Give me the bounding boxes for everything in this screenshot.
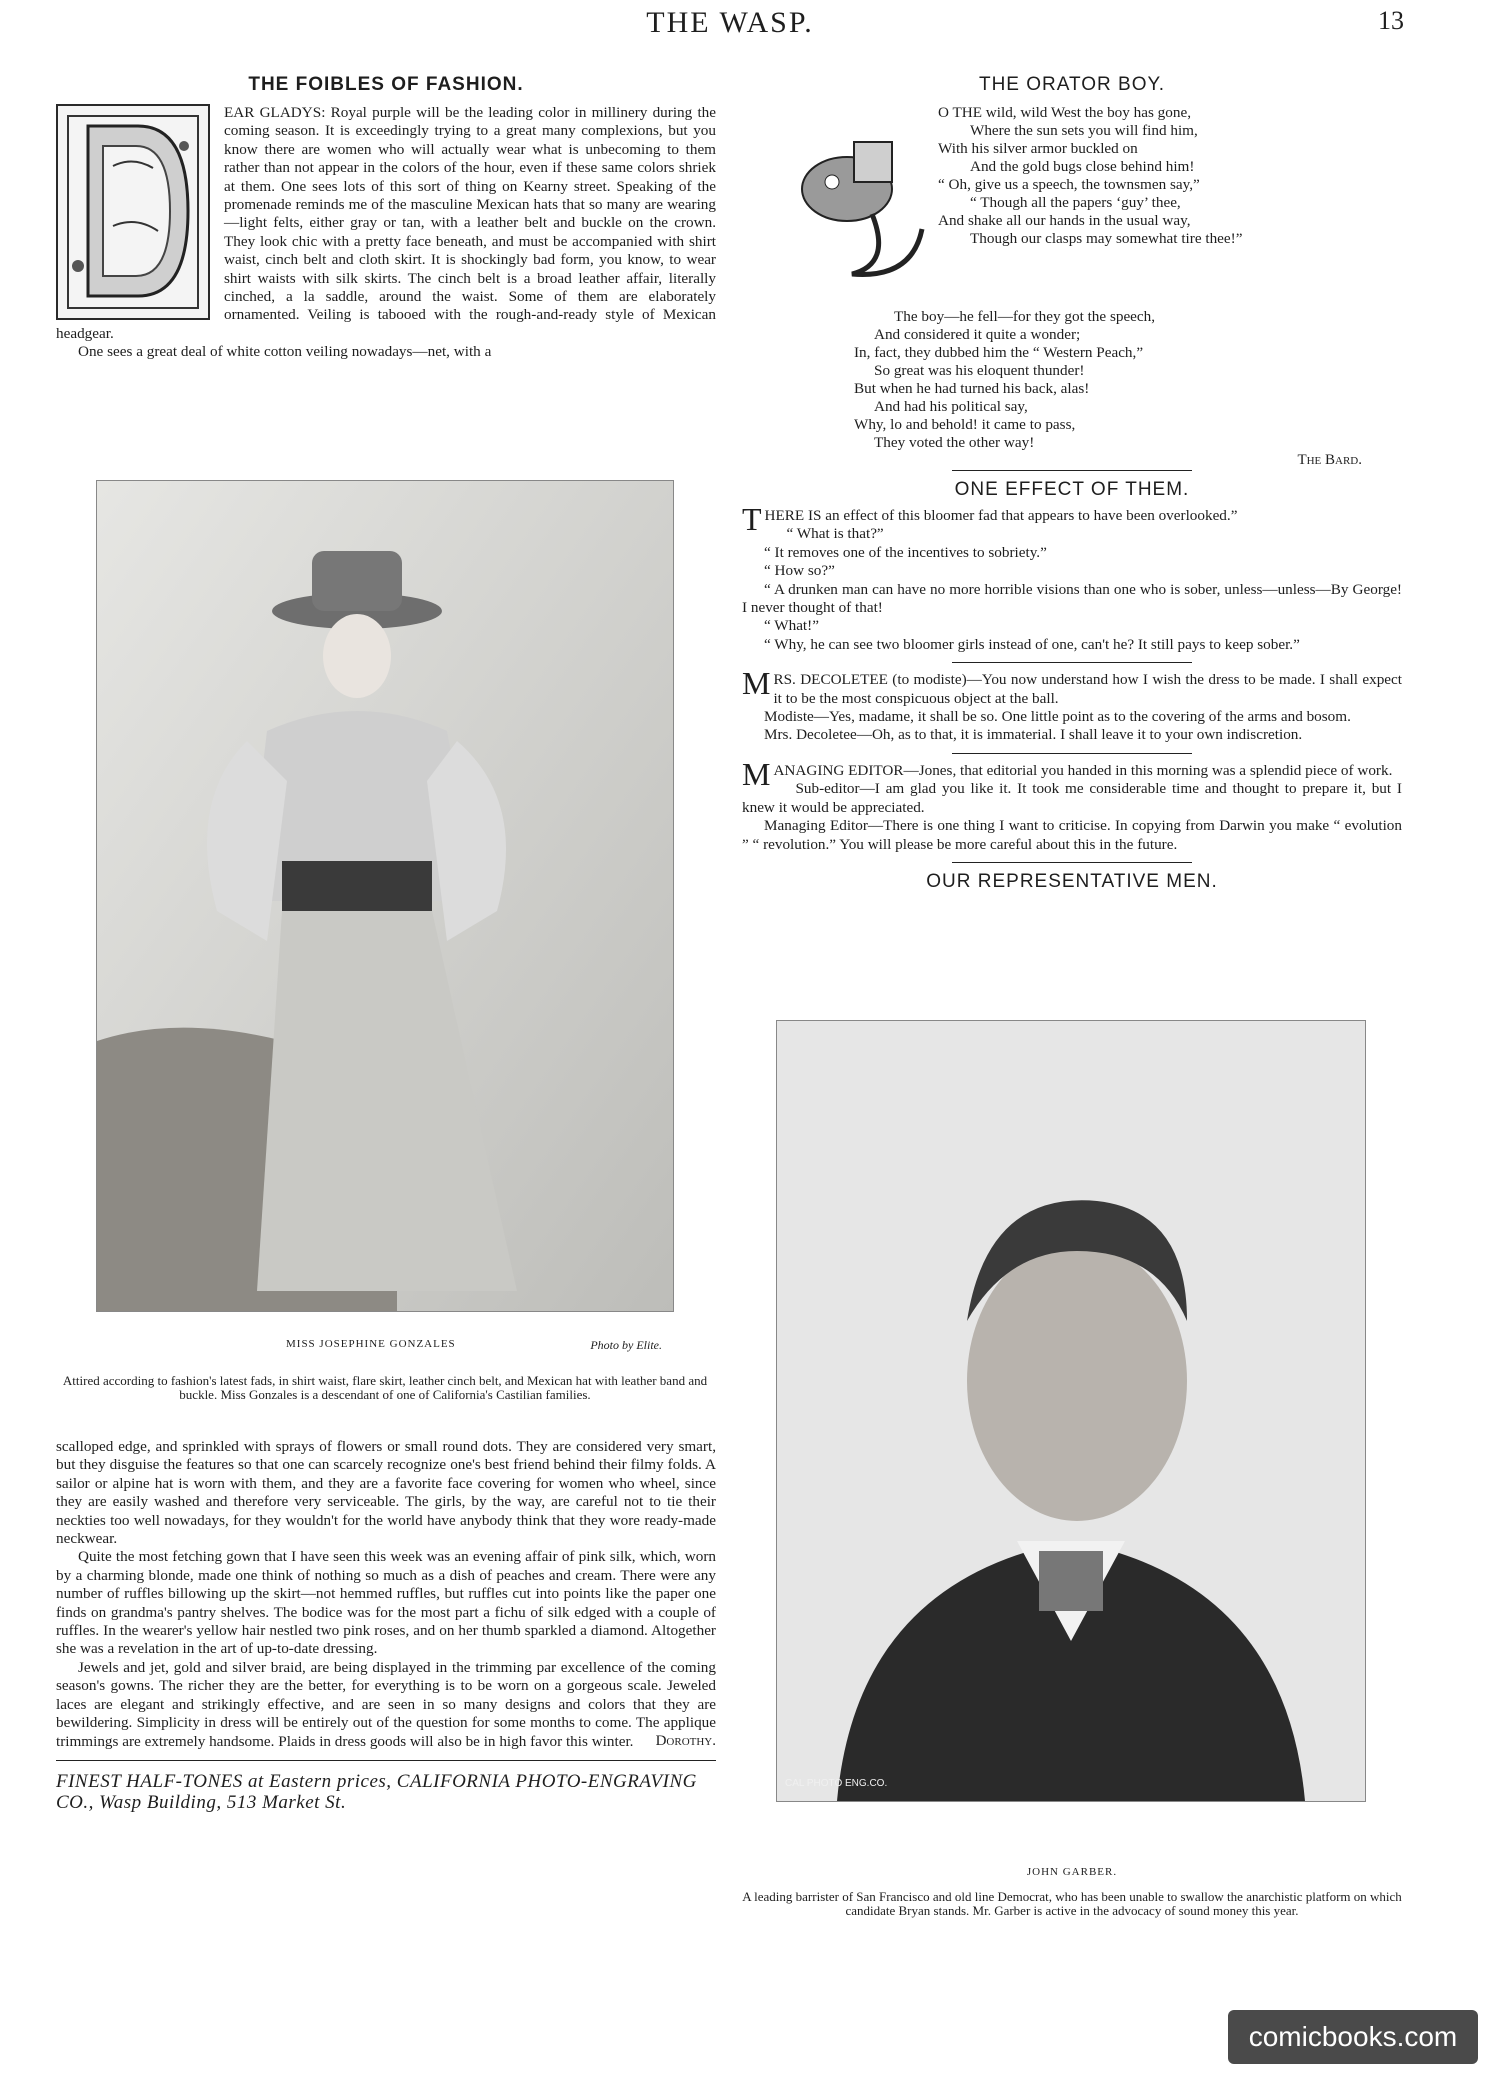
- foibles-paragraph-1: EAR GLADYS: Royal purple will be the leading color in millinery during the coming season. It is exceedingly trying to a great many complexions, but you know there are women who will actually wear what is unbecoming to them rather than not appear in the colors of the hour, even if these same colors shriek at them. One sees lots of this sort of thing on Kearny street. Speaking of the promenade reminds me of the masculine Mexican hats that so many are wearing—light felts, either gray or tan, with a leather belt and buckle on the crown. They look chic with a pretty face beneath, and must be accompanied with shirt waist, cinch belt and cloth skirt. It is shockingly bad form, you know, to wear shirt waists with silk skirts. The cinch belt is a broad leather affair, literally cinched, a la saddle, around the waist. Some of them are elaborately ornamented. Veiling is tabooed with the rough-and-ready style of Mexican headgear.: [56, 104, 716, 342]
- decoletee-text: [742, 665, 1402, 745]
- orator-signature: The Bard.: [1297, 452, 1362, 468]
- photo-left-caption-block: [96, 1338, 672, 1354]
- right-column: [742, 68, 1402, 895]
- poem-line: O THE wild, wild West the boy has gone,: [938, 104, 1192, 121]
- effect-text: [742, 501, 1402, 654]
- poem-line: And shake all our hands in the usual way,: [938, 212, 1191, 229]
- photo-right-caption: A leading barrister of San Francisco and old line Democrat, who has been unable to swallow the anarchistic platform on which candidate Bryan stands. Mr. Garber is active in the advocacy of sound money this year.: [742, 1889, 1402, 1918]
- photo-john-garber: [776, 1020, 1366, 1802]
- poem-line: Though our clasps may somewhat tire thee!”: [970, 230, 1243, 247]
- poem-line: They voted the other way!: [874, 434, 1035, 451]
- masthead: [0, 6, 1500, 42]
- editor-p2: Sub-editor—I am glad you like it. It took me considerable time and thought to prepare it, but I knew it would be appreciated.: [742, 780, 1402, 816]
- portrait-woman-icon: [97, 481, 673, 1311]
- poem-line: And considered it quite a wonder;: [874, 326, 1081, 343]
- effect-line-3: “ It removes one of the incentives to sobriety.”: [764, 543, 1047, 561]
- photo-left-name: MISS JOSEPHINE GONZALES: [286, 1338, 456, 1350]
- photo-left-caption: Attired according to fashion's latest fads, in shirt waist, flare skirt, leather cinch belt, and Mexican hat with leather band and buckle. Miss Gonzales is a descendant of one of California's Castilian families.: [62, 1373, 708, 1402]
- effect-line-2: “ What is that?”: [786, 525, 884, 543]
- decoletee-p1-text: RS. DECOLETEE (to modiste)—You now understand how I wish the dress to be made. I shall expect it to be the most conspicuous object at the ball.: [773, 671, 1402, 707]
- orator-stanza-1: [938, 104, 1242, 248]
- editor-text: [742, 755, 1402, 854]
- poem-line: “ Though all the papers ‘guy’ thee,: [970, 194, 1181, 211]
- photo-left-caption-line: [96, 1338, 672, 1354]
- orator-poem-block: [742, 104, 1402, 468]
- effect-lead-letter: T: [742, 501, 762, 537]
- foibles-paragraph-5: Jewels and jet, gold and silver braid, are being displayed in the trimming par excellence of the coming season's gowns. The richer they are the better, for everything is to be worn on a gorgeous scale. Jeweled laces are elegant and strikingly effective, and are seen in so many designs and colors that they are bewildering. Simplicity in dress will be entirely out of the question for some months to come. The applique trimmings are extremely handsome. Plaids in dress goods will also be in high favor this winter.: [56, 1658, 716, 1750]
- poem-line: Why, lo and behold! it came to pass,: [854, 416, 1076, 433]
- representative-heading: OUR REPRESENTATIVE MEN.: [926, 870, 1218, 892]
- poem-line: The boy—he fell—for they got the speech,: [894, 308, 1156, 325]
- watermark: comicbooks.com: [1228, 2010, 1478, 2064]
- photo-left-credit: Photo by Elite.: [590, 1338, 662, 1352]
- left-column-continued: [56, 1438, 716, 1813]
- poem-line: Where the sun sets you will find him,: [970, 122, 1198, 139]
- advert-text: FINEST HALF-TONES at Eastern prices, CALIFORNIA PHOTO-ENGRAVING CO., Wasp Building, 513 Market St.: [56, 1770, 697, 1813]
- masthead-title: THE WASP.: [646, 6, 814, 39]
- effect-line-7: “ Why, he can see two bloomer girls instead of one, can't he? It still pays to keep sober.”: [764, 635, 1300, 653]
- poem-line: And the gold bugs close behind him!: [970, 158, 1195, 175]
- effect-line-6: “ What!”: [764, 617, 819, 635]
- photo-josephine-gonzales: [96, 480, 674, 1312]
- advert-rule: [56, 1760, 716, 1761]
- poem-line: In, fact, they dubbed him the “ Western Peach,”: [854, 344, 1144, 361]
- page-number: 13: [1378, 6, 1404, 35]
- rule-2: [952, 662, 1192, 663]
- left-column: [56, 68, 716, 362]
- poem-line: And had his political say,: [874, 398, 1028, 415]
- rule-1: [952, 470, 1192, 471]
- foibles-paragraph-4: Quite the most fetching gown that I have seen this week was an evening affair of pink silk, which, worn by a charming blonde, made one think of nothing so much as a dish of peaches and cream. There were any number of ruffles billowing up the skirt—not hemmed ruffles, but ruffles cut into points like the paper one finds on grandma's pantry shelves. The bodice was for the most part a fichu of silk edged with a couple of ruffles. In the wearer's yellow hair nestled two pink roses, and on her thumb sparkled a diamond. Altogether she was a revelation in the art of up-to-date dressing.: [56, 1548, 716, 1658]
- poem-line: So great was his eloquent thunder!: [874, 362, 1085, 379]
- engraver-mark: CAL PHOTO ENG.CO.: [785, 1778, 888, 1789]
- fish-illustration-icon: [792, 134, 932, 284]
- decoletee-p2: Modiste—Yes, madame, it shall be so. One little point as to the covering of the arms and bosom.: [764, 708, 1351, 726]
- dropcap-illustration: [56, 104, 210, 320]
- rule-4: [952, 862, 1192, 863]
- poem-line: But when he had turned his back, alas!: [854, 380, 1090, 397]
- editor-lead-letter: M: [742, 755, 771, 792]
- orator-heading: THE ORATOR BOY.: [978, 74, 1166, 95]
- editor-p1: [742, 755, 1402, 792]
- orator-stanza-2: [854, 308, 1155, 452]
- poem-line: With his silver armor buckled on: [938, 140, 1138, 157]
- effect-line-4: “ How so?”: [764, 562, 835, 580]
- portrait-man-icon: [777, 1021, 1365, 1801]
- ornament-icon: [58, 106, 208, 318]
- photo-right-name: JOHN GARBER.: [1026, 1866, 1118, 1878]
- effect-line-5: “ A drunken man can have no more horrible visions than one who is sober, unless—unless—By George! I never thought of that!: [742, 580, 1402, 617]
- foibles-paragraph-2: One sees a great deal of white cotton veiling nowadays—net, with a: [78, 343, 492, 361]
- foibles-heading: THE FOIBLES OF FASHION.: [248, 74, 524, 95]
- decoletee-p1: [742, 665, 1402, 708]
- foibles-signature: Dorothy.: [655, 1732, 716, 1749]
- effect-heading: ONE EFFECT OF THEM.: [954, 479, 1190, 500]
- editor-p3: Managing Editor—There is one thing I want to criticise. In copying from Darwin you make “ evolution ” “ revolution.” You will please be more careful about this in the future.: [742, 817, 1402, 853]
- foibles-paragraph-3: scalloped edge, and sprinkled with sprays of flowers or small round dots. They are considered very smart, but they disguise the features so that one can scarcely recognize one's best friend behind their filmy folds. A sailor or alpine hat is worn with them, and they are a favorite face covering for women who wheel, since they are easily washed and therefore very serviceable. The girls, by the way, are careful not to tie their neckties too well nowadays, for they wouldn't for the world have anybody think that they wore ready-made neckwear.: [56, 1438, 716, 1548]
- poem-line: “ Oh, give us a speech, the townsmen say,”: [938, 176, 1200, 193]
- effect-line-1-text: HERE IS an effect of this bloomer fad that appears to have been overlooked.”: [764, 507, 1238, 524]
- decoletee-p3: Mrs. Decoletee—Oh, as to that, it is immaterial. I shall leave it to your own indiscretion.: [764, 726, 1303, 744]
- editor-p1-text: ANAGING EDITOR—Jones, that editorial you handed in this morning was a splendid piece of work.: [773, 761, 1393, 779]
- decoletee-lead-letter: M: [742, 665, 771, 702]
- rule-3: [952, 753, 1192, 754]
